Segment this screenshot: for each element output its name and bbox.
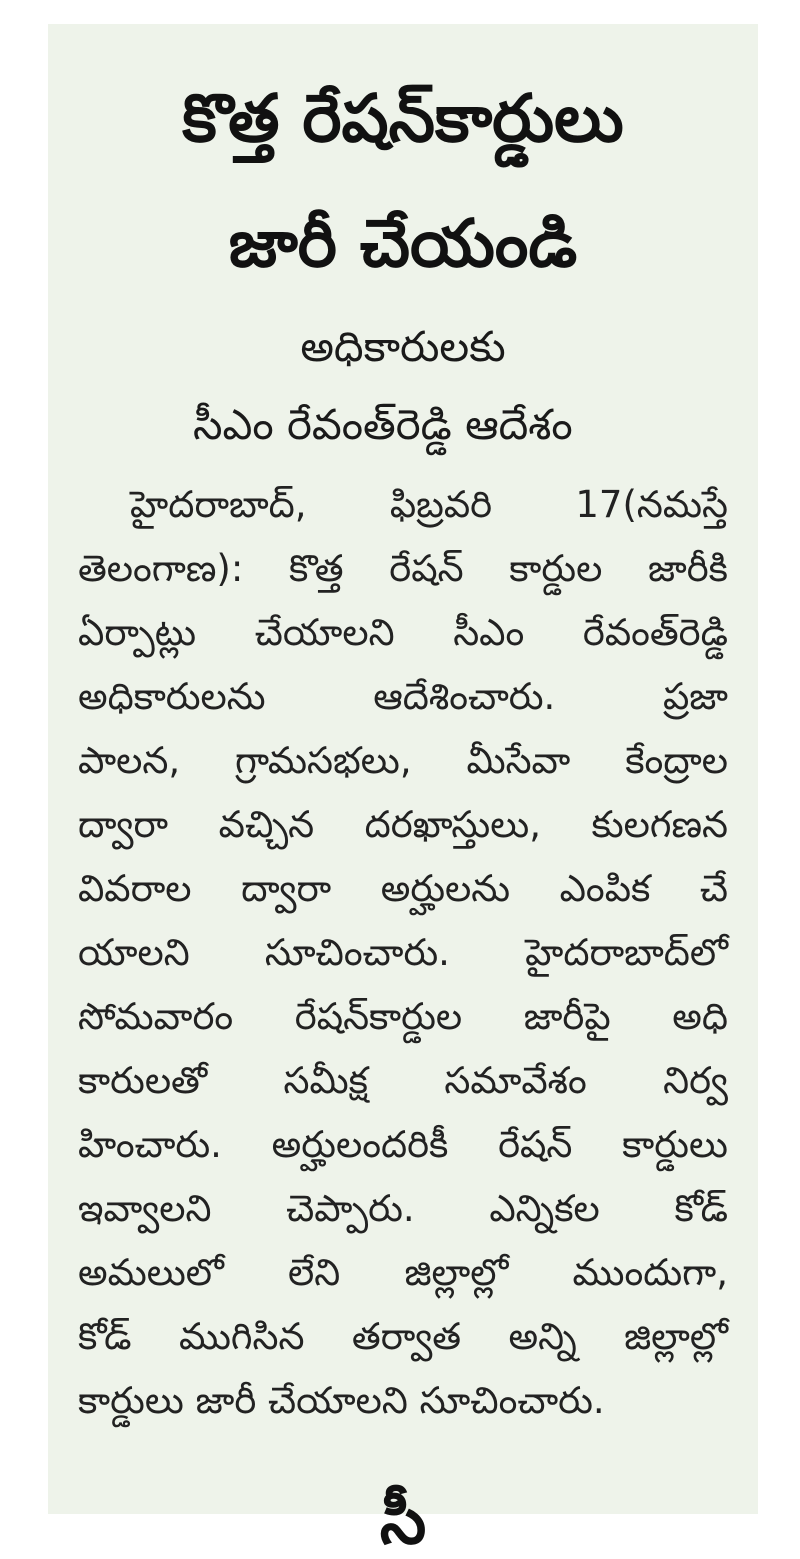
subheadline-line-2: సీఎం రేవంత్‌రెడ్డి ఆదేశం [193,400,573,449]
newspaper-clipping [48,24,758,1559]
body-line: కార్డులు జారీ చేయాలని సూచించారు. [78,1379,605,1422]
body-line: సోమవారం రేషన్‌కార్డుల జారీపై అధి [78,995,728,1038]
subheadline-line-1: అధికారులకు [300,322,506,371]
body-line: వివరాల ద్వారా అర్హులను ఎంపిక చే [78,867,728,910]
body-line: ఏర్పాట్లు చేయాలని సీఎం రేవంత్‌రెడ్డి [78,611,728,654]
body-line: కోడ్ ముగిసిన తర్వాత అన్ని జిల్లాల్లో [78,1315,728,1358]
body-line: హించారు. అర్హులందరికీ రేషన్ కార్డులు [78,1123,728,1166]
body-line: ఇవ్వాలని చెప్పారు. ఎన్నికల కోడ్ [78,1187,728,1230]
headline-line-2: జారీ చేయండి [228,205,578,282]
body-line: హైదరాబాద్, ఫిబ్రవరి 17(నమస్తే [130,483,728,526]
body-line: తెలంగాణ): కొత్త రేషన్ కార్డుల జారీకి [78,547,728,590]
body-line: అమలులో లేని జిల్లాల్లో ముందుగా, [78,1251,728,1294]
next-article-headline-fragment: సీ [379,1482,427,1559]
body-line: అధికారులను ఆదేశించారు. ప్రజా [78,675,728,718]
body-line: ద్వారా వచ్చిన దరఖాస్తులు, కులగణన [78,803,728,846]
body-line: పాలన, గ్రామసభలు, మీసేవా కేంద్రాల [78,739,728,782]
headline-line-1: కొత్త రేషన్‌కార్డులు [182,80,624,157]
body-line: యాలని సూచించారు. హైదరాబాద్‌లో [78,931,728,974]
body-line: కారులతో సమీక్ష సమావేశం నిర్వ [78,1059,728,1102]
